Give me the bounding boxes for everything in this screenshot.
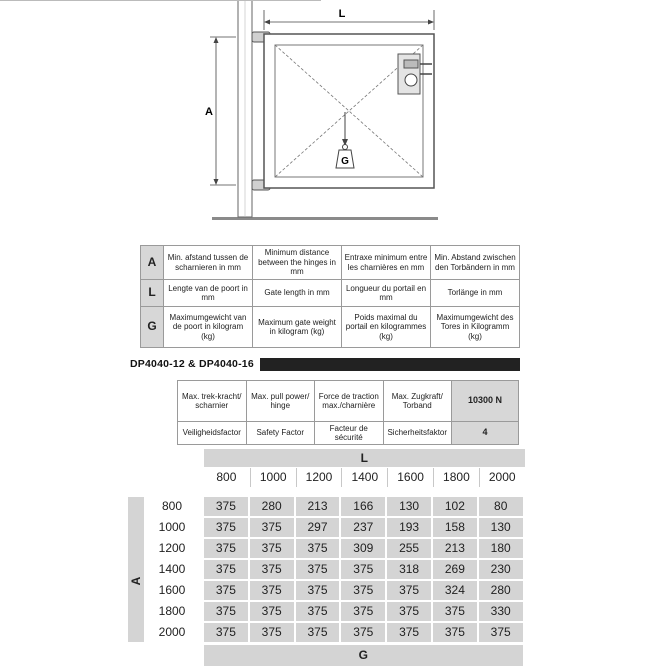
spec-text-fr: Facteur de sécurité (315, 422, 384, 445)
weight-cell: 375 (296, 623, 340, 642)
spec-text-de: Sicherheitsfaktor (383, 422, 452, 445)
col-header: 800 (216, 470, 237, 484)
spec-value: 10300 N (452, 381, 519, 422)
legend-text-nl: Maximumgewicht van de poort in kilogram (kg) (164, 307, 253, 348)
weight-cell: 80 (479, 497, 523, 516)
weight-cell: 375 (387, 602, 431, 621)
legend-text-nl: Lengte van de poort in mm (164, 280, 253, 307)
spec-text-nl: Max. trek-kracht/ scharnier (178, 381, 247, 422)
row-header: 1000 (158, 520, 186, 534)
dimension-label-a: A (205, 106, 213, 118)
section-title: DP4040-12 & DP4040-16 (128, 358, 260, 371)
weight-cell: 130 (387, 497, 431, 516)
weight-cell: 375 (250, 602, 294, 621)
weight-cell: 375 (204, 560, 248, 579)
weight-cell: 375 (250, 539, 294, 558)
weight-cell: 375 (296, 560, 340, 579)
legend-text-fr: Entraxe minimum entre les charnières en mm (342, 246, 431, 280)
col-header: 1000 (250, 468, 296, 487)
weight-cell: 280 (250, 497, 294, 516)
weight-cell: 324 (433, 581, 477, 600)
row-axis-label: A (129, 576, 143, 586)
weight-cell: 213 (296, 497, 340, 516)
weight-cell: 375 (433, 602, 477, 621)
legend-text-de: Torlänge in mm (431, 280, 520, 307)
row-header: 1800 (158, 604, 186, 618)
weight-cell: 375 (204, 497, 248, 516)
weight-cell: 375 (387, 581, 431, 600)
dimension-label-l: L (338, 8, 346, 20)
weight-cell: 230 (479, 560, 523, 579)
col-axis-label: L (204, 449, 525, 467)
weight-cell: 375 (204, 623, 248, 642)
legend-text-en: Minimum distance between the hinges in mm (253, 246, 342, 280)
weight-cell: 318 (387, 560, 431, 579)
weight-cell: 375 (296, 602, 340, 621)
legend-text-de: Min. Abstand zwischen den Torbändern in mm (431, 246, 520, 280)
col-header: 1600 (387, 468, 433, 487)
weight-cell: 375 (204, 518, 248, 537)
col-header: 2000 (479, 468, 525, 487)
footer-label-g: G (204, 645, 523, 666)
row-header: 1200 (158, 541, 186, 555)
col-header: 1800 (433, 468, 479, 487)
weight-cell: 375 (296, 539, 340, 558)
weight-cell: 130 (479, 518, 523, 537)
weight-cell: 309 (341, 539, 385, 558)
legend-text-nl: Min. afstand tussen de scharnieren in mm (164, 246, 253, 280)
weight-cell: 255 (387, 539, 431, 558)
weight-cell: 102 (433, 497, 477, 516)
weight-cell: 375 (341, 623, 385, 642)
weight-cell: 180 (479, 539, 523, 558)
spec-text-nl: Veiligheidsfactor (178, 422, 247, 445)
col-header: 1200 (296, 468, 342, 487)
spec-text-en: Safety Factor (246, 422, 315, 445)
weight-cell: 158 (433, 518, 477, 537)
legend-text-fr: Poids maximal du portail en kilogrammes (kg) (342, 307, 431, 348)
weight-cell: 375 (204, 602, 248, 621)
legend-text-en: Gate length in mm (253, 280, 342, 307)
col-header: 1400 (341, 468, 387, 487)
row-header: 2000 (158, 625, 186, 639)
legend-text-fr: Longueur du portail en mm (342, 280, 431, 307)
row-axis-band (128, 497, 144, 642)
row-header: 1600 (158, 583, 186, 597)
weight-cell: 375 (250, 560, 294, 579)
weight-cell: 330 (479, 602, 523, 621)
legend-text-en: Maximum gate weight in kilogram (kg) (253, 307, 342, 348)
weight-cell: 237 (341, 518, 385, 537)
legend-symbol: A (141, 246, 164, 280)
legend-text-de: Maximumgewicht des Tores in Kilogramm (kg) (431, 307, 520, 348)
weight-cell: 375 (204, 581, 248, 600)
weight-label-g: G (341, 156, 349, 167)
weight-cell: 375 (250, 623, 294, 642)
spec-text-de: Max. Zugkraft/ Torband (383, 381, 452, 422)
weight-cell: 269 (433, 560, 477, 579)
weight-cell: 375 (387, 623, 431, 642)
weight-cell: 375 (341, 581, 385, 600)
weight-cell: 193 (387, 518, 431, 537)
weight-cell: 375 (250, 518, 294, 537)
weight-cell: 375 (433, 623, 477, 642)
row-header: 800 (161, 499, 183, 513)
weight-cell: 375 (341, 560, 385, 579)
weight-cell: 213 (433, 539, 477, 558)
weight-cell: 375 (341, 602, 385, 621)
header-rule (0, 0, 321, 1)
row-header: 1400 (158, 562, 186, 576)
weight-cell: 297 (296, 518, 340, 537)
legend-symbol: L (141, 280, 164, 307)
weight-cell: 280 (479, 581, 523, 600)
weight-cell: 375 (296, 581, 340, 600)
weight-cell: 375 (204, 539, 248, 558)
weight-cell: 375 (250, 581, 294, 600)
spec-value: 4 (452, 422, 519, 445)
legend-symbol: G (141, 307, 164, 348)
spec-text-fr: Force de traction max./charnière (315, 381, 384, 422)
weight-cell: 166 (341, 497, 385, 516)
weight-cell: 375 (479, 623, 523, 642)
spec-text-en: Max. pull power/ hinge (246, 381, 315, 422)
